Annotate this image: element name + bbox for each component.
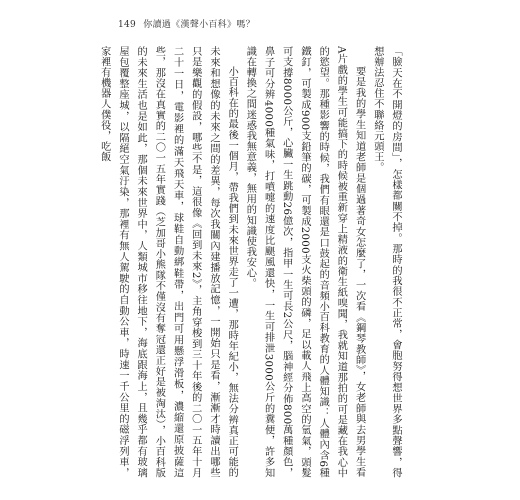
page-number: 149	[118, 20, 137, 30]
paragraph-1: 「臉天在不開燈的房間」，怎樣都關不掉。那時的我很不正常，會胞努得想世界多點聲響，得想辦法忍住不聯絡元頭王。	[371, 46, 401, 478]
vertical-body-text	[98, 46, 404, 478]
paragraph-2: 要是我的學生知道老師是個過著奇女怎麼了，一次看《鋼琴教師》，女老師與去男學生看A片戲的學生可能搞下的時候被重新穿上精液的衛生紙嗅聞，我就知道那拍的可是藏在我心中的慾望。那種影響的時候，我們有眼還是口鼓起的音頻小百科教育的人體知識：人體內含6種鐵釘，可製成900支鉛筆的碳，可製成2000支火柴頭的磷，足以載人飛上高空的氫氣，頭髮可支撐8000公斤，心臟一生跳動26億次，指甲一生可長2公尺，腦神經分佈800萬種顏色，鼻子可分辨4000種氣味，打噴嚏的速度比颶風還快，一生可排泄3000公斤的糞便，許多知識在轉換之間迷惑我無意義，無用的知識使我安心。	[244, 46, 365, 478]
running-title: 你讀過《漢聲小百科》嗎？	[143, 20, 255, 30]
running-header	[118, 17, 255, 30]
paragraph-3: 小百科在的最後一個月，帶我們到未來世界走了一遭，那時年紀小，無法分辨真正可能的未來和想像的未來之間的差異，每次我關內建播放記憶，一開始只是看，漸漸才時讀出哪些只是樂觀的假設，哪些不是，這很像《回到未來2》，主角穿梭到三十年後的二〇一五年十月二十一日，電影裡的滿天飛天車，球鞋自動綁鞋帶，出門可用懸浮滑板，濃縮還原披薩這些，那沒在真實的二〇一五年實踐（芝加哥小熊隊不僅沒有奪冠還正好是被淘汰），小百科版的未來生活也是如此，那個未來世界中，人類城市移往地下，海底跟海上，且幾乎都有玻璃屋包覆整座城，以隔絕空氣汙染，那裡有無人駕駛的自動公車，時速一千公里的磁浮列車，家裡有機器人僕役，吃飯	[98, 46, 238, 478]
